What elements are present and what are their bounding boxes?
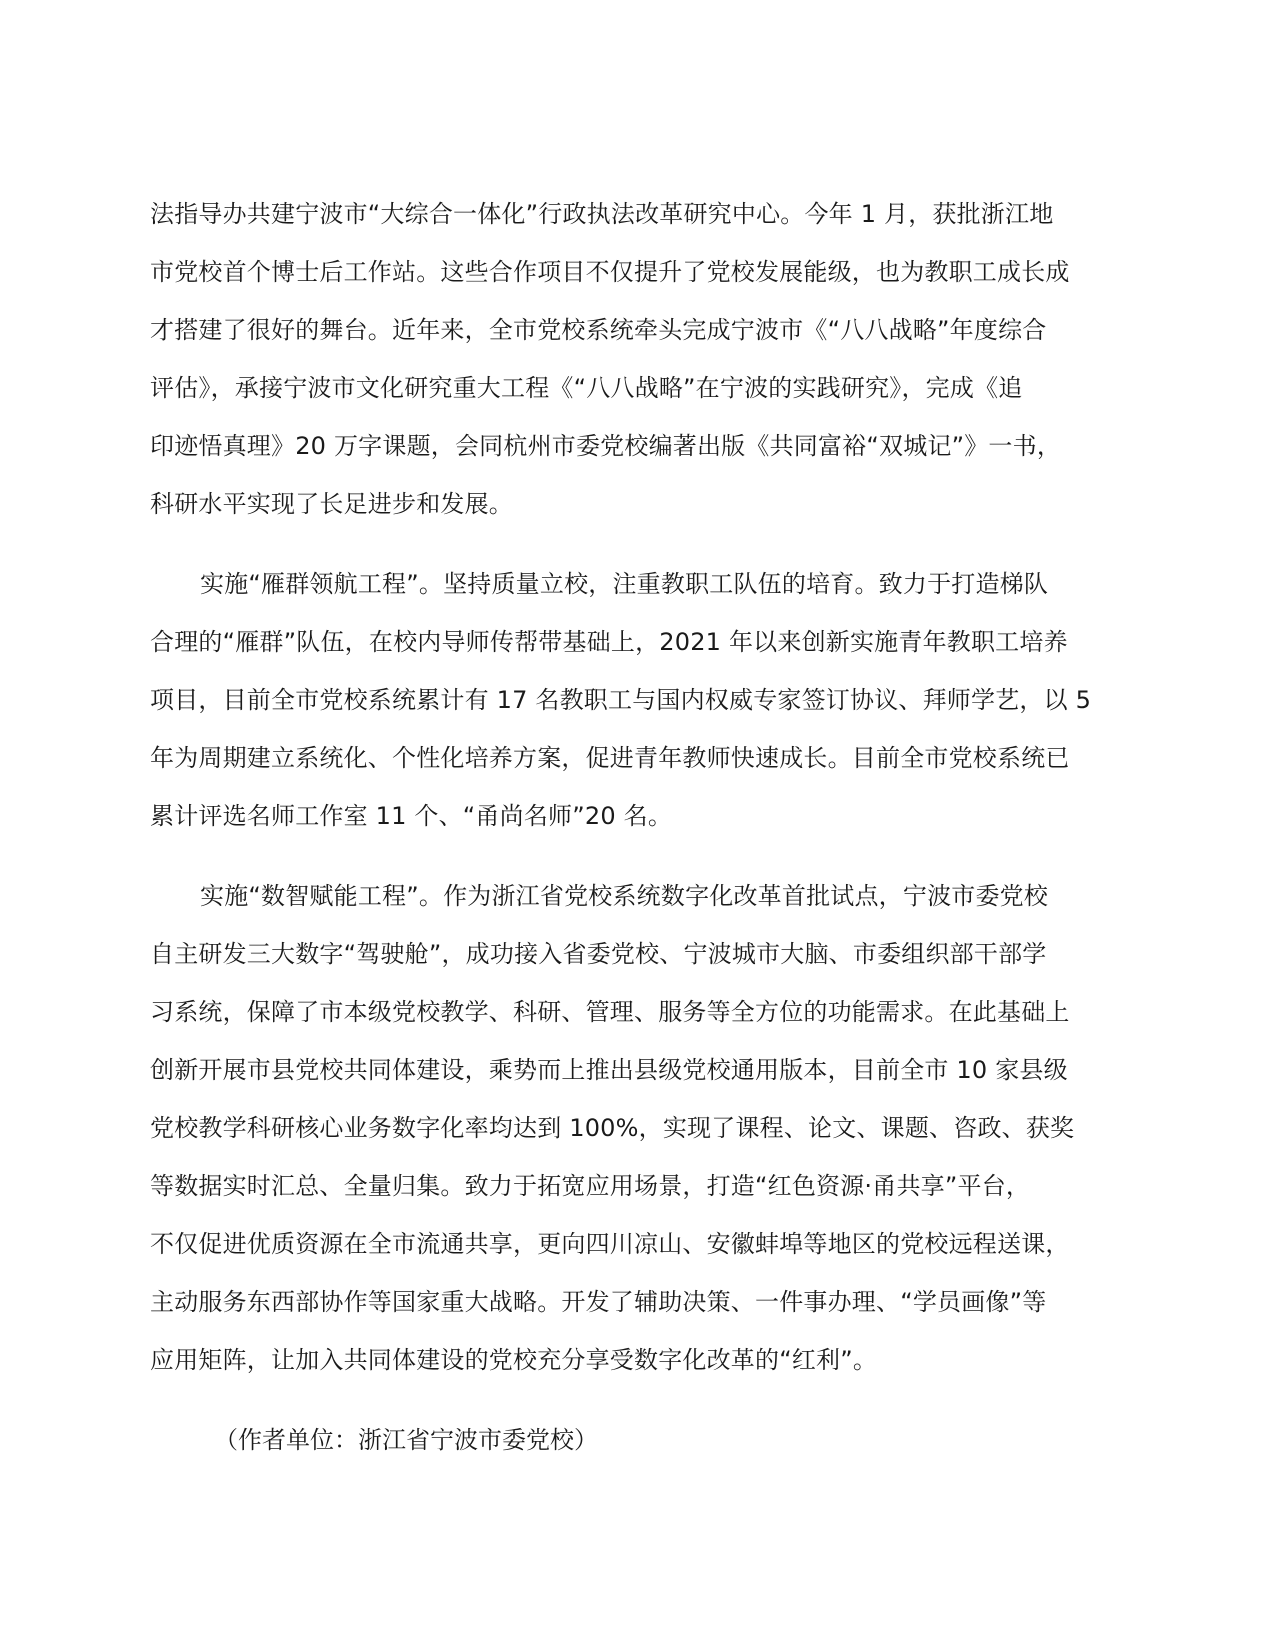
text-line: 实施“雁群领航工程”。坚持质量立校，注重教职工队伍的培育。致力于打造梯队 [200,570,1049,598]
text-line: 等数据实时汇总、全量归集。致力于拓宽应用场景，打造“红色资源·甬共享”平台， [150,1172,1031,1200]
text-line: 市党校首个博士后工作站。这些合作项目不仅提升了党校发展能级，也为教职工成长成 [150,258,1070,286]
paragraph-spacer [150,845,1110,867]
text-line: 累计评选名师工作室 11 个、“甬尚名师”20 名。 [150,802,673,830]
text-line: 创新开展市县党校共同体建设，乘势而上推出县级党校通用版本，目前全市 10 家县级 [150,1056,1068,1084]
text-line: 科研水平实现了长足进步和发展。 [150,490,513,518]
text-line: 法指导办共建宁波市“大综合一体化”行政执法改革研究中心。今年 1 月，获批浙江地 [150,200,1054,228]
paragraph [150,867,1110,1389]
article-body [150,185,1110,1469]
text-line: 才搭建了很好的舞台。近年来，全市党校系统牵头完成宁波市《“八八战略”年度综合 [150,316,1047,344]
text-line: 印迹悟真理》20 万字课题，会同杭州市委党校编著出版《共同富裕“双城记”》一书， [150,432,1062,460]
text-line: 习系统，保障了市本级党校教学、科研、管理、服务等全方位的功能需求。在此基础上 [150,998,1070,1026]
text-line: 评估》，承接宁波市文化研究重大工程《“八八战略”在宁波的实践研究》，完成《追 [150,374,1023,402]
author-affiliation: （作者单位：浙江省宁波市委党校） [214,1426,598,1454]
text-line: 主动服务东西部协作等国家重大战略。开发了辅助决策、一件事办理、“学员画像”等 [150,1288,1047,1316]
text-line: 自主研发三大数字“驾驶舱”，成功接入省委党校、宁波城市大脑、市委组织部干部学 [150,940,1047,968]
text-line: 年为周期建立系统化、个性化培养方案，促进青年教师快速成长。目前全市党校系统已 [150,744,1070,772]
paragraph [150,185,1110,533]
text-line: 项目，目前全市党校系统累计有 17 名教职工与国内权威专家签订协议、拜师学艺，以 5 [150,686,1092,714]
text-line: 不仅促进优质资源在全市流通共享，更向四川凉山、安徽蚌埠等地区的党校远程送课， [150,1230,1070,1258]
paragraph-spacer [150,1389,1110,1411]
text-line: 党校教学科研核心业务数字化率均达到 100%，实现了课程、论文、课题、咨政、获奖 [150,1114,1075,1142]
text-line: 实施“数智赋能工程”。作为浙江省党校系统数字化改革首批试点，宁波市委党校 [200,882,1049,910]
text-line: 应用矩阵，让加入共同体建设的党校充分享受数字化改革的“红利”。 [150,1346,878,1374]
paragraph-spacer [150,533,1110,555]
paragraph [150,555,1110,845]
text-line: 合理的“雁群”队伍，在校内导师传帮带基础上，2021 年以来创新实施青年教职工培养 [150,628,1068,656]
